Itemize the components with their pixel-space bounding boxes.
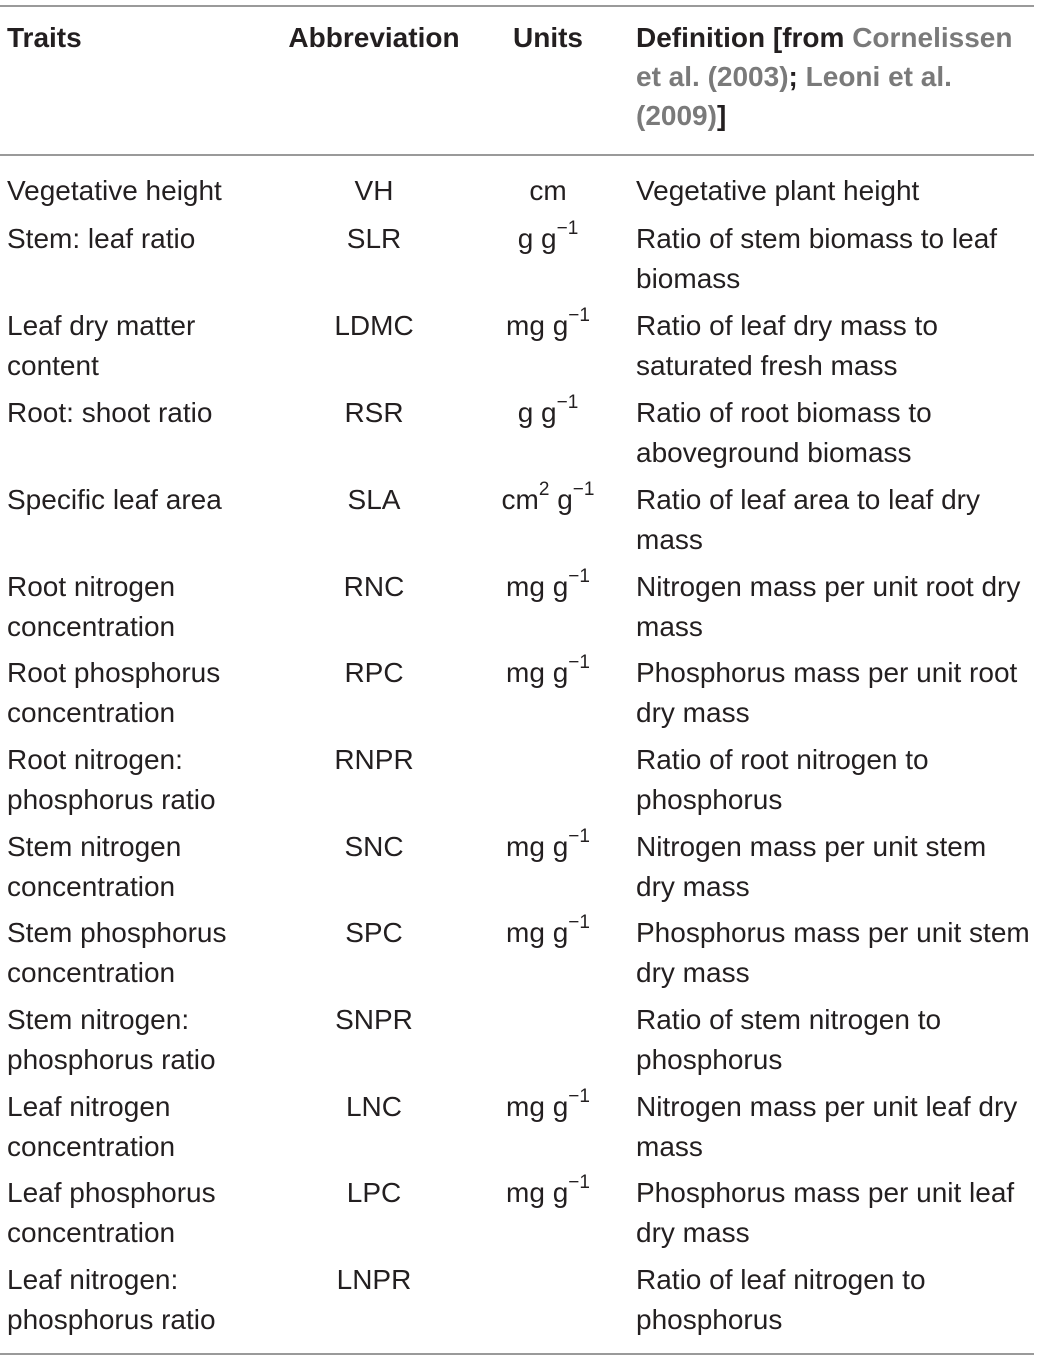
definition-cell: Nitrogen mass per unit root dry mass: [636, 571, 1021, 642]
unit-base: mg g: [506, 657, 569, 688]
trait-cell: Stem phosphorus concentration: [7, 917, 227, 988]
trait-cell: Stem nitrogen: phosphorus ratio: [7, 1004, 216, 1075]
abbreviation-cell: VH: [354, 175, 394, 206]
header-bottom-rule: [0, 154, 1034, 156]
header-definition-suffix: ]: [716, 100, 727, 131]
units-cell: [484, 653, 612, 693]
units-cell: [484, 306, 612, 346]
unit-base: mg g: [506, 310, 569, 341]
unit-base: mg g: [506, 1091, 569, 1122]
abbreviation-cell: RNPR: [334, 744, 414, 775]
unit-exponent: 2: [538, 478, 550, 500]
trait-cell: Stem: leaf ratio: [7, 223, 196, 254]
unit-base: g g: [517, 223, 557, 254]
unit-base: mg g: [506, 831, 569, 862]
trait-cell: Root: shoot ratio: [7, 397, 213, 428]
units-cell: [484, 171, 612, 211]
trait-cell: Vegetative height: [7, 175, 222, 206]
units-cell: [484, 480, 612, 520]
unit-tail: g: [549, 484, 573, 515]
header-units: Units: [513, 22, 583, 53]
trait-cell: Root nitrogen concentration: [7, 571, 176, 642]
unit-exponent: −1: [568, 1171, 590, 1193]
abbreviation-cell: RNC: [343, 571, 405, 602]
abbreviation-cell: LDMC: [334, 310, 414, 341]
definition-cell: Phosphorus mass per unit stem dry mass: [636, 917, 1030, 988]
unit-base: g g: [517, 397, 557, 428]
unit-exponent: −1: [568, 651, 590, 673]
table-bottom-rule: [0, 1353, 1034, 1355]
trait-cell: Root phosphorus concentration: [7, 657, 221, 728]
header-definition: [636, 18, 1032, 135]
citation-leoni[interactable]: Leoni et al. (2009): [636, 61, 952, 131]
abbreviation-cell: SNPR: [335, 1004, 413, 1035]
table-top-rule: [0, 5, 1034, 7]
definition-cell: Ratio of leaf area to leaf dry mass: [636, 484, 980, 555]
units-cell: [484, 219, 612, 259]
abbreviation-cell: SLA: [347, 484, 401, 515]
unit-base: mg g: [506, 571, 569, 602]
unit-exponent: −1: [556, 391, 579, 413]
units-cell: [484, 1173, 612, 1213]
definition-cell: Phosphorus mass per unit leaf dry mass: [636, 1177, 1015, 1248]
definition-cell: Ratio of leaf dry mass to saturated fresh mass: [636, 310, 938, 381]
trait-cell: Leaf nitrogen: phosphorus ratio: [7, 1264, 216, 1335]
unit-exponent-2: −1: [572, 478, 595, 500]
trait-cell: Specific leaf area: [7, 484, 222, 515]
definition-cell: Nitrogen mass per unit leaf dry mass: [636, 1091, 1018, 1162]
header-abbreviation: Abbreviation: [288, 22, 460, 53]
units-cell: [484, 827, 612, 867]
abbreviation-cell: LNC: [345, 1091, 402, 1122]
trait-cell: Leaf nitrogen concentration: [7, 1091, 176, 1162]
abbreviation-cell: LPC: [346, 1177, 402, 1208]
unit-exponent: −1: [556, 217, 579, 239]
header-separator: ;: [788, 61, 806, 92]
definition-cell: Phosphorus mass per unit root dry mass: [636, 657, 1018, 728]
definition-cell: Ratio of leaf nitrogen to phosphorus: [636, 1264, 926, 1335]
unit-exponent: −1: [568, 304, 590, 326]
header-traits: Traits: [7, 22, 82, 53]
definition-cell: Ratio of root biomass to aboveground biomass: [636, 397, 932, 468]
abbreviation-cell: SLR: [346, 223, 402, 254]
citation-cornelissen[interactable]: Cornelissen et al. (2003): [636, 22, 1013, 92]
unit-base: cm: [529, 175, 567, 206]
abbreviation-cell: RSR: [344, 397, 404, 428]
unit-base: cm: [501, 484, 539, 515]
abbreviation-cell: RPC: [344, 657, 404, 688]
trait-cell: Leaf phosphorus concentration: [7, 1177, 216, 1248]
definition-cell: Ratio of root nitrogen to phosphorus: [636, 744, 929, 815]
abbreviation-cell: LNPR: [336, 1264, 412, 1295]
units-cell: [484, 567, 612, 607]
definition-cell: Vegetative plant height: [636, 175, 920, 206]
abbreviation-cell: SNC: [344, 831, 404, 862]
unit-exponent: −1: [568, 565, 590, 587]
units-cell: [484, 1087, 612, 1127]
unit-exponent: −1: [568, 911, 590, 933]
units-cell: [484, 393, 612, 433]
definition-cell: Ratio of stem nitrogen to phosphorus: [636, 1004, 942, 1075]
trait-cell: Stem nitrogen concentration: [7, 831, 182, 902]
unit-exponent: −1: [568, 1085, 590, 1107]
trait-cell: Leaf dry matter content: [7, 310, 196, 381]
trait-cell: Root nitrogen: phosphorus ratio: [7, 744, 216, 815]
unit-base: mg g: [506, 917, 569, 948]
unit-exponent: −1: [568, 825, 590, 847]
header-definition-prefix: Definition [from: [636, 22, 853, 53]
definition-cell: Nitrogen mass per unit stem dry mass: [636, 831, 987, 902]
abbreviation-cell: SPC: [345, 917, 403, 948]
table-header: [0, 18, 1040, 148]
definition-cell: Ratio of stem biomass to leaf biomass: [636, 223, 998, 294]
unit-base: mg g: [506, 1177, 569, 1208]
units-cell: [484, 913, 612, 953]
